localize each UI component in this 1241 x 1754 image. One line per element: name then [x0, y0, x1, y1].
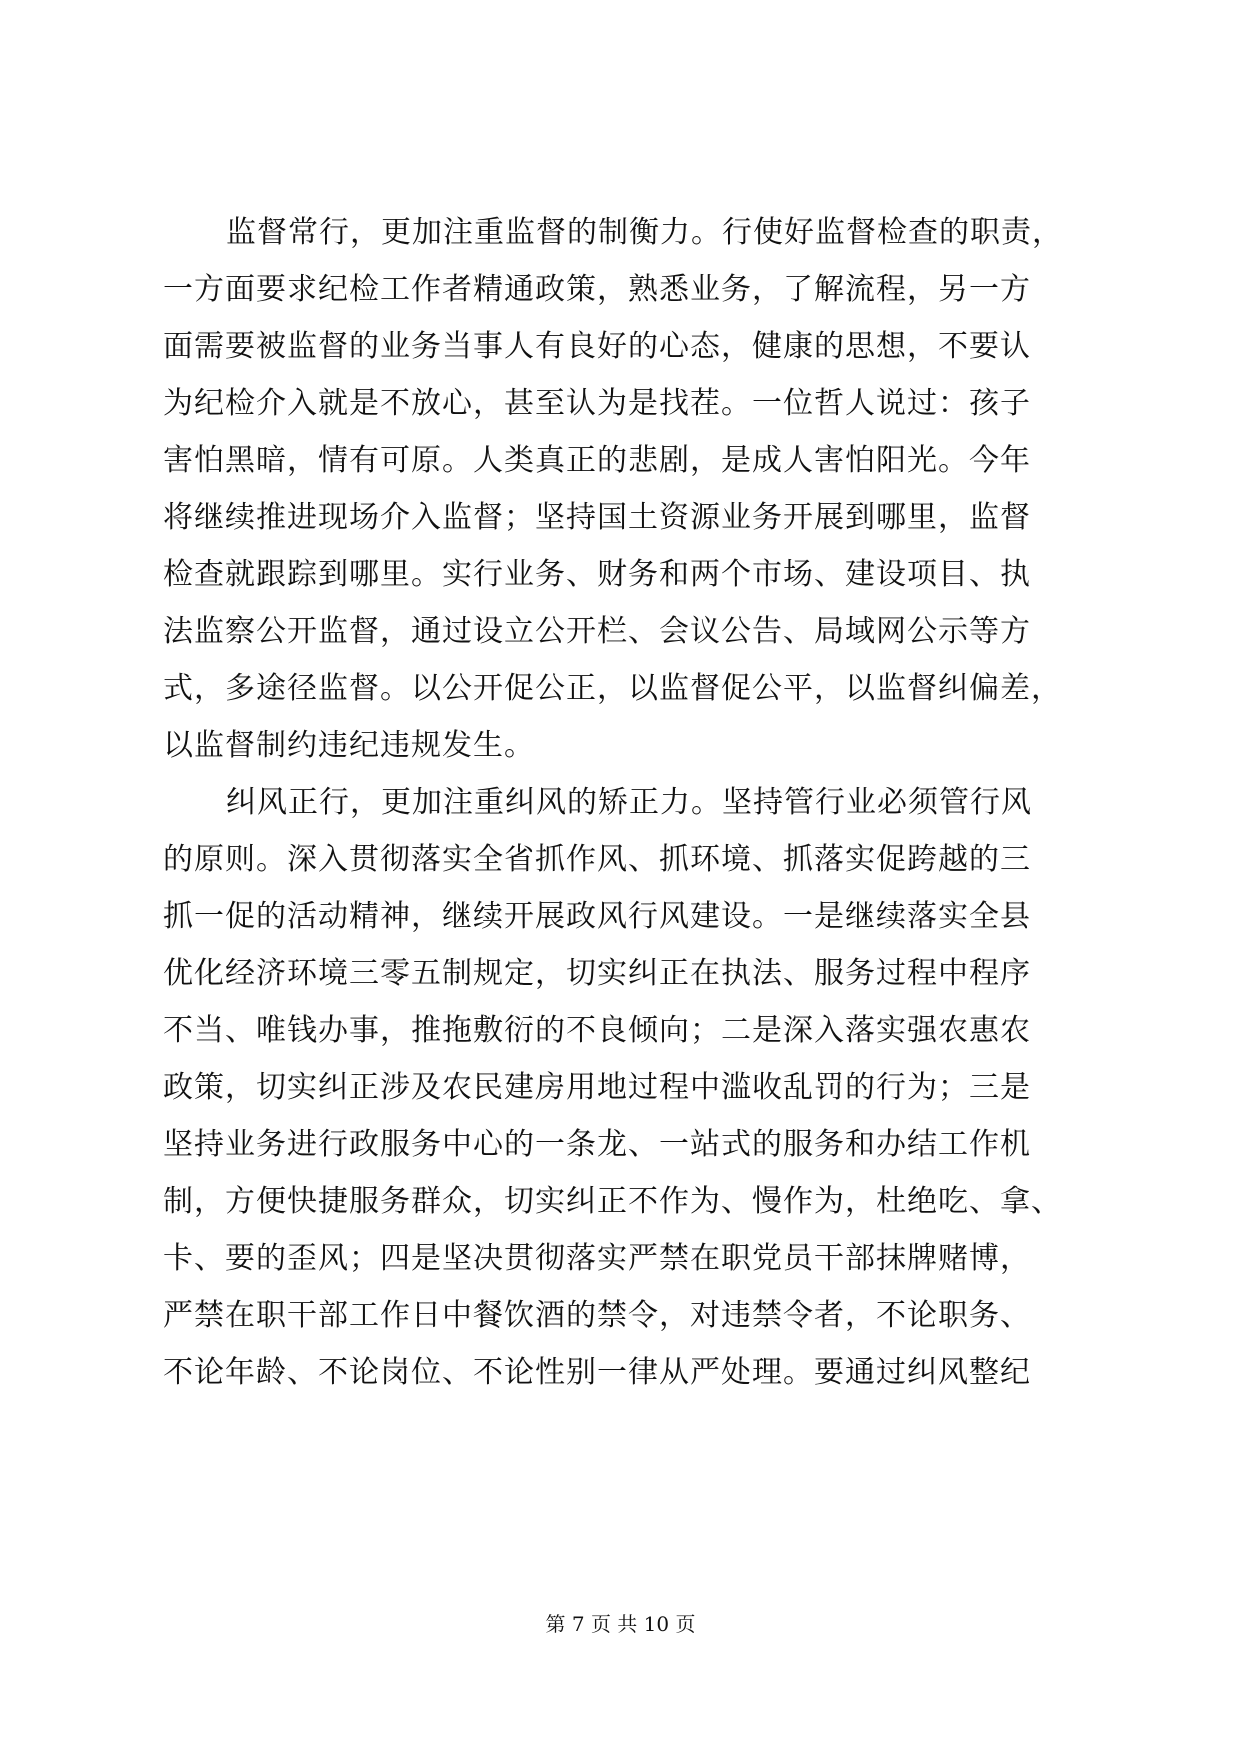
- paragraph-line: 卡、要的歪风；四是坚决贯彻落实严禁在职党员干部抹牌赌博，: [163, 1241, 1031, 1276]
- document-body: [163, 204, 1083, 1401]
- paragraph-supervision: [163, 204, 1083, 774]
- paragraph-line: 优化经济环境三零五制规定，切实纠正在执法、服务过程中程序: [163, 956, 1031, 991]
- paragraph-line: 制，方便快捷服务群众，切实纠正不作为、慢作为，杜绝吃、拿、: [163, 1184, 1062, 1219]
- paragraph-line: 不当、唯钱办事，推拖敷衍的不良倾向；二是深入落实强农惠农: [163, 1013, 1031, 1048]
- page-number-footer: 第 7 页 共 10 页: [545, 1612, 696, 1636]
- paragraph-line: 为纪检介入就是不放心，甚至认为是找茬。一位哲人说过：孩子: [163, 386, 1031, 421]
- paragraph-line: 抓一促的活动精神，继续开展政风行风建设。一是继续落实全县: [163, 899, 1031, 934]
- paragraph-line: 政策，切实纠正涉及农民建房用地过程中滥收乱罚的行为；三是: [163, 1070, 1031, 1105]
- paragraph-line: 面需要被监督的业务当事人有良好的心态，健康的思想，不要认: [163, 329, 1031, 364]
- paragraph-line: 监督常行，更加注重监督的制衡力。行使好监督检查的职责，: [226, 215, 1063, 250]
- paragraph-line: 将继续推进现场介入监督；坚持国土资源业务开展到哪里，监督: [163, 500, 1031, 535]
- paragraph-rectification: [163, 774, 1083, 1401]
- paragraph-line: 坚持业务进行政服务中心的一条龙、一站式的服务和办结工作机: [163, 1127, 1031, 1162]
- paragraph-line: 检查就跟踪到哪里。实行业务、财务和两个市场、建设项目、执: [163, 557, 1031, 592]
- paragraph-line: 不论年龄、不论岗位、不论性别一律从严处理。要通过纠风整纪: [163, 1355, 1031, 1390]
- paragraph-line: 一方面要求纪检工作者精通政策，熟悉业务，了解流程，另一方: [163, 272, 1031, 307]
- paragraph-line: 害怕黑暗，情有可原。人类真正的悲剧，是成人害怕阳光。今年: [163, 443, 1031, 478]
- paragraph-line: 的原则。深入贯彻落实全省抓作风、抓环境、抓落实促跨越的三: [163, 842, 1031, 877]
- paragraph-line: 式，多途径监督。以公开促公正，以监督促公平，以监督纠偏差，: [163, 671, 1062, 706]
- paragraph-line: 法监察公开监督，通过设立公开栏、会议公告、局域网公示等方: [163, 614, 1031, 649]
- paragraph-line: 纠风正行，更加注重纠风的矫正力。坚持管行业必须管行风: [226, 785, 1032, 820]
- paragraph-line: 严禁在职干部工作日中餐饮酒的禁令，对违禁令者，不论职务、: [163, 1298, 1031, 1333]
- paragraph-line: 以监督制约违纪违规发生。: [163, 728, 535, 763]
